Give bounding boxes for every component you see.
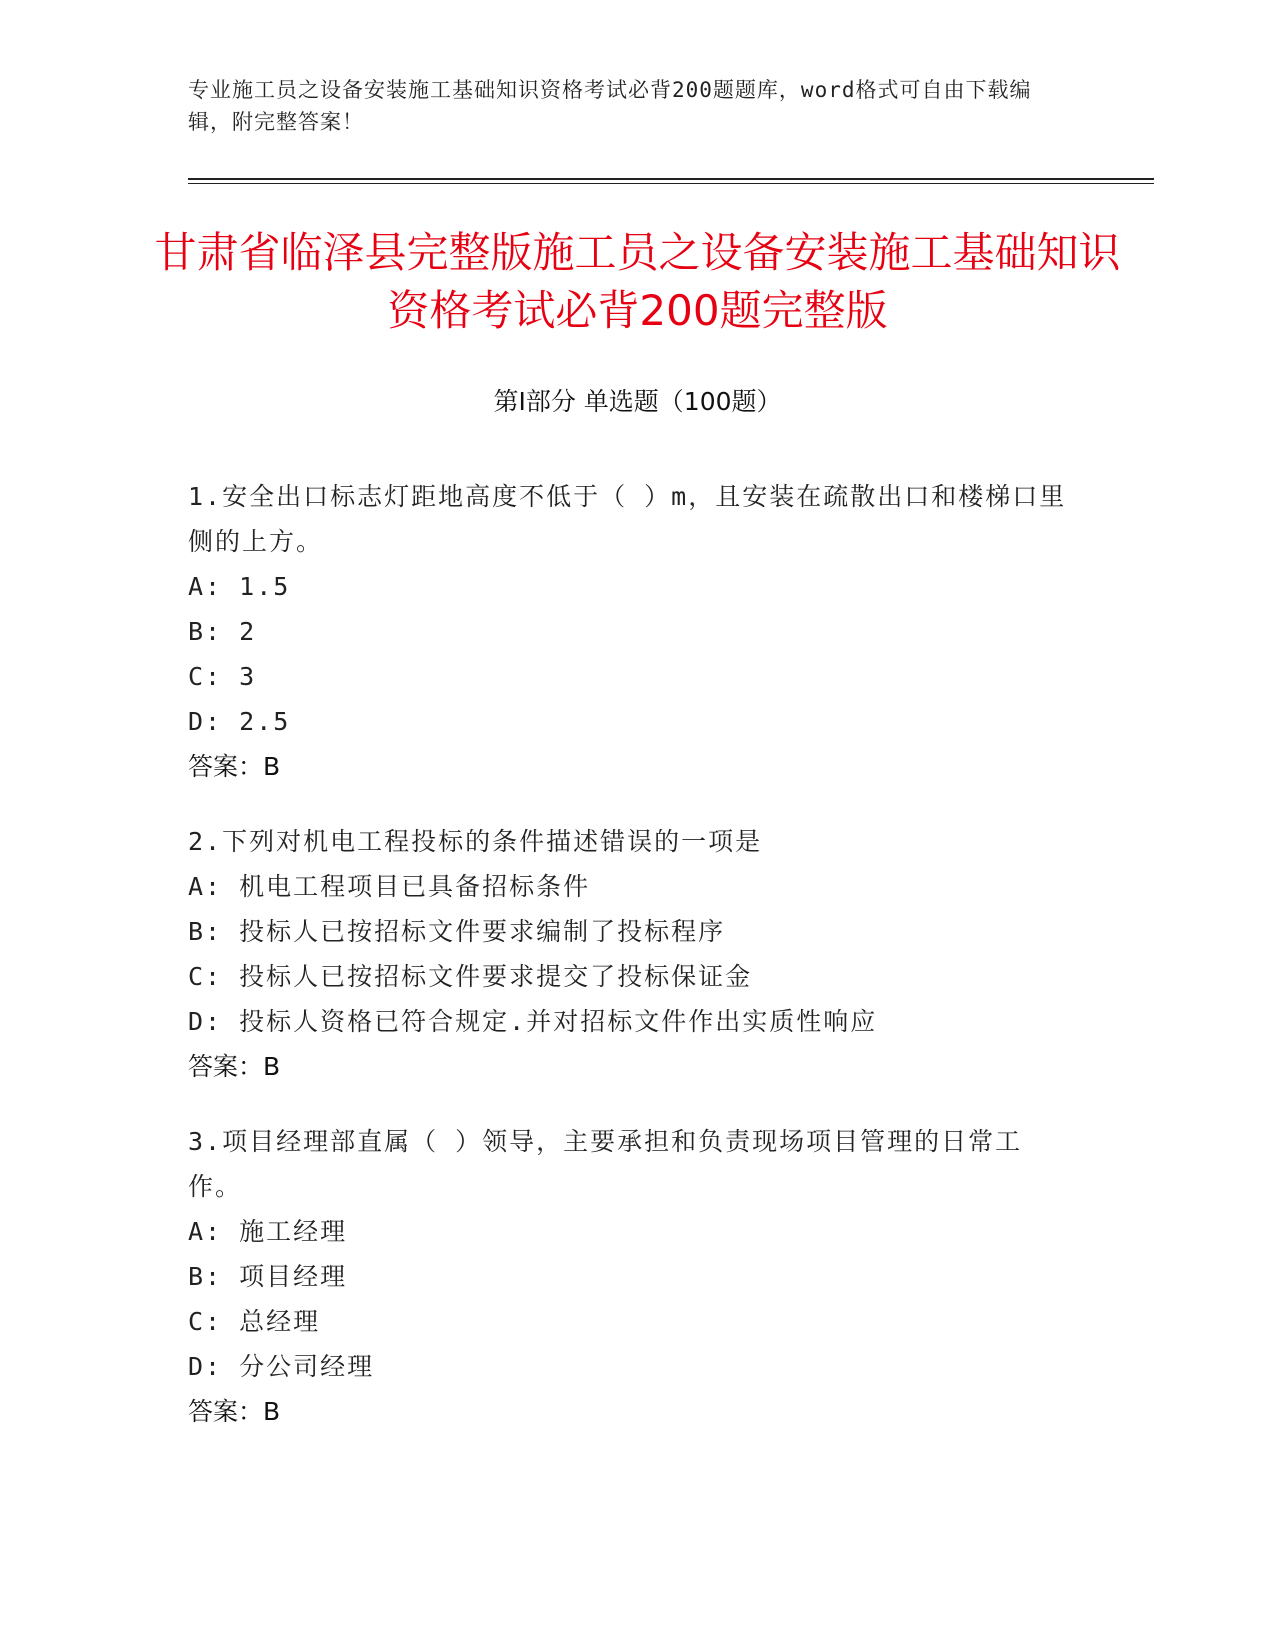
question-list [188,474,1068,1464]
question-1 [188,474,1068,789]
option-d: D: 分公司经理 [188,1352,375,1381]
option-a: A: 施工经理 [188,1217,348,1246]
answer: 答案：B [188,1052,281,1081]
question-3 [188,1119,1068,1434]
section-heading: 第Ⅰ部分 单选题（100题） [493,387,782,416]
option-a: A: 机电工程项目已具备招标条件 [188,872,591,901]
option-a: A: 1.5 [188,572,291,601]
option-d: D: 投标人资格已符合规定.并对招标文件作出实质性响应 [188,1007,878,1036]
header-note: 专业施工员之设备安装施工基础知识资格考试必背200题题库，word格式可自由下载编辑，附完整答案！ [188,78,1032,134]
option-c: C: 投标人已按招标文件要求提交了投标保证金 [188,962,753,991]
document-title: 甘肃省临泽县完整版施工员之设备安装施工基础知识资格考试必背200题完整版 [154,228,1121,335]
question-stem: 1.安全出口标志灯距地高度不低于（ ）m，且安装在疏散出口和楼梯口里侧的上方。 [188,482,1067,556]
option-c: C: 3 [188,662,257,691]
option-c: C: 总经理 [188,1307,321,1336]
option-b: B: 投标人已按招标文件要求编制了投标程序 [188,917,726,946]
question-stem: 2.下列对机电工程投标的条件描述错误的一项是 [188,827,763,856]
question-2 [188,819,1068,1089]
header-rule-thick [188,178,1154,180]
answer: 答案：B [188,1397,281,1426]
question-stem: 3.项目经理部直属（ ）领导，主要承担和负责现场项目管理的日常工作。 [188,1127,1023,1201]
option-b: B: 项目经理 [188,1262,348,1291]
header-rule-thin [188,183,1154,184]
option-d: D: 2.5 [188,707,291,736]
option-b: B: 2 [188,617,257,646]
answer: 答案：B [188,752,281,781]
